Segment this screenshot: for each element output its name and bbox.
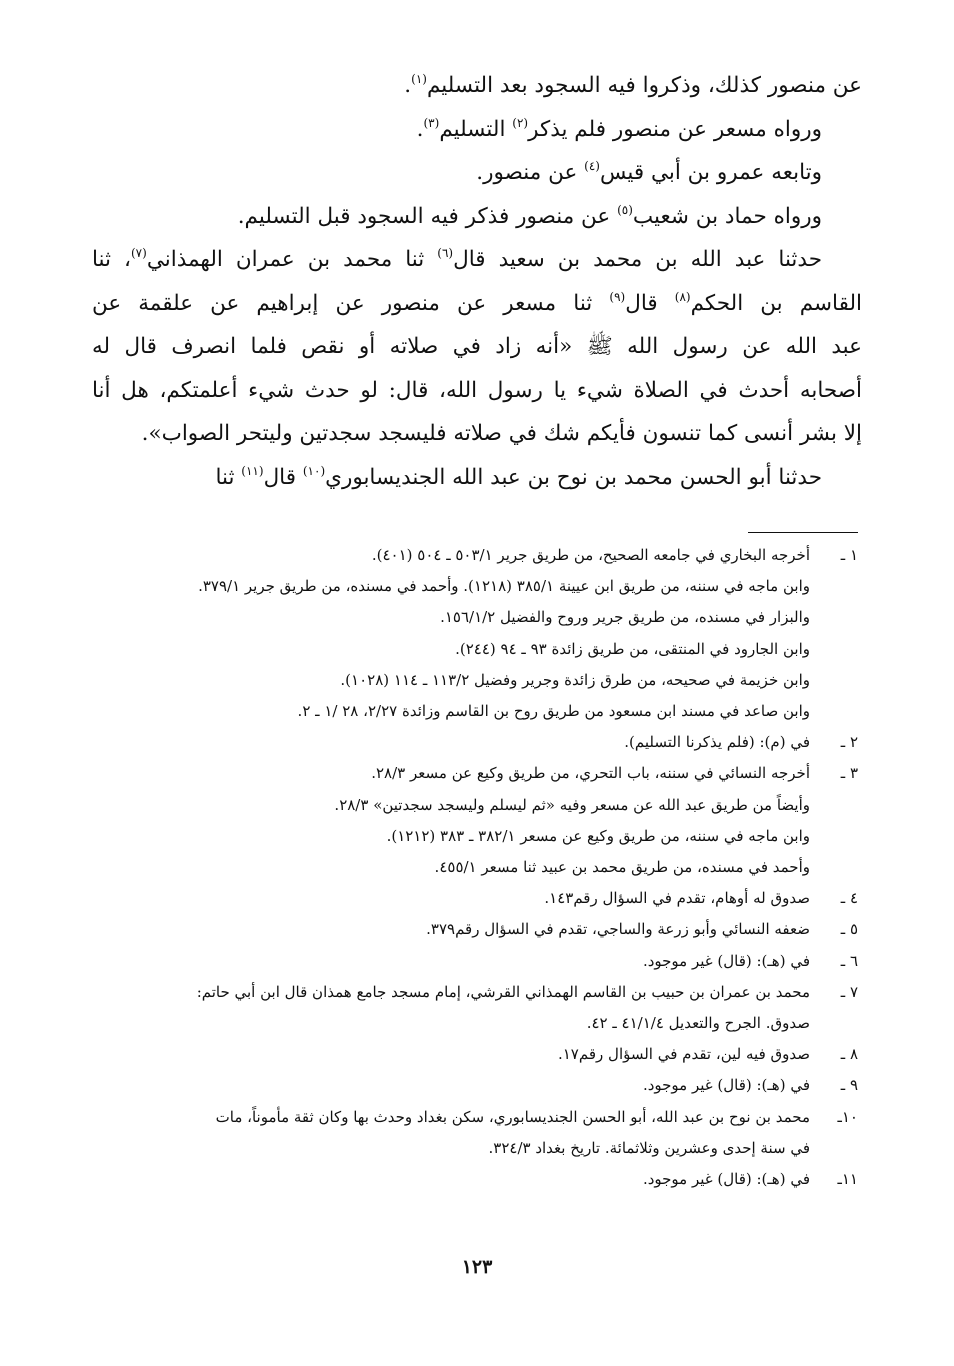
footnote-line bbox=[93, 727, 858, 758]
footnote-ref: (٩) bbox=[609, 289, 626, 304]
footnote-ref: (١) bbox=[411, 72, 427, 86]
footnote-text: في (هـ): (قال) غير موجود. bbox=[642, 1170, 810, 1189]
footnote-text: أخرجه النسائي في سننه، باب التحري، من طريق وكيع عن مسعر ٢٨/٣. bbox=[371, 764, 810, 783]
footnote-ref: (٢) bbox=[512, 115, 529, 130]
footnotes bbox=[93, 540, 858, 1195]
footnote-ref: (١١) bbox=[241, 463, 264, 478]
footnote-line bbox=[93, 634, 858, 665]
footnote-number bbox=[810, 634, 858, 665]
footnote-text: وابن الجارود في المنتقى، من طريق زائدة ٩٣ ـ ٩٤ (٢٤٤). bbox=[455, 639, 810, 658]
footnote-number bbox=[810, 821, 858, 852]
footnote-number: ١ ـ bbox=[840, 546, 858, 564]
footnote-line bbox=[93, 1133, 858, 1164]
footnote-number bbox=[810, 852, 858, 883]
footnote-number: ٩ ـ bbox=[840, 1076, 858, 1095]
footnote-text: في (هـ): (قال) غير موجود. bbox=[642, 951, 810, 970]
footnote-number bbox=[810, 790, 858, 821]
footnote-number bbox=[810, 571, 858, 602]
footnote-line bbox=[93, 1039, 858, 1070]
footnote-number bbox=[810, 696, 858, 727]
footnote-text: صدوق له أوهام، تقدم في السؤال رقم١٤٣. bbox=[544, 889, 810, 908]
footnote-text: وأحمد في مسنده، من طريق محمد بن عبيد ثنا مسعر ٤٥٥/١. bbox=[434, 858, 810, 877]
footnote-text: وأيضاً من طريق عبد الله عن مسعر وفيه «ثم ليسلم وليسجد سجدتين» ٢٨/٣. bbox=[334, 795, 810, 814]
footnote-number: ٢ ـ bbox=[840, 733, 858, 752]
footnote-text: في سنة إحدى وعشرين وثلاثمائة. تاريخ بغداد ٣٢٤/٣. bbox=[488, 1138, 810, 1157]
footnote-line bbox=[93, 758, 858, 789]
body-line: عبد الله عن رسول الله ﷺ «أنه زاد في صلاته أو نقص فلما انصرف قال له bbox=[92, 334, 862, 359]
footnote-line bbox=[93, 821, 858, 852]
footnote-number: ٨ ـ bbox=[840, 1045, 858, 1064]
footnote-line bbox=[93, 946, 858, 977]
footnote-line bbox=[93, 1070, 858, 1101]
footnote-ref: (١٠) bbox=[302, 463, 326, 478]
main-text bbox=[92, 64, 862, 499]
footnote-text: وابن ماجه في سننه، من طريق ابن عيينة ٣٨٥/١ (١٢١٨). وأحمد في مسنده، من طريق جرير ٣٧٩/١. bbox=[198, 577, 810, 596]
footnote-text: وابن صاعد في مسند ابن مسعود من طريق روح بن القاسم وزائدة ٢/٢٧، ٢٨ /١ ـ ٢. bbox=[297, 702, 810, 721]
footnote-line bbox=[93, 790, 858, 821]
footnote-ref: (٦) bbox=[437, 246, 454, 260]
footnote-ref: (٥) bbox=[617, 202, 633, 217]
footnote-text: محمد بن نوح بن عبد الله، أبو الحسن الجنديسابوري، سكن بغداد وحدث بها وكان ثقة مأموناً، مات bbox=[215, 1107, 810, 1126]
body-line: القاسم بن الحكم$^{(٨)}$ قال$^{(٩)}$ ثنا مسعر عن منصور عن إبراهيم عن علقمة عن bbox=[92, 289, 862, 316]
footnote-number: ٤ ـ bbox=[840, 889, 858, 908]
footnote-ref: (٣) bbox=[423, 115, 440, 130]
footnote-line bbox=[93, 1102, 858, 1133]
footnote-line bbox=[93, 665, 858, 696]
footnote-line bbox=[93, 571, 858, 602]
footnote-line bbox=[93, 696, 858, 727]
body-line: عن منصور كذلك، وذكروا فيه السجود بعد التسليم$^{(١)}$. bbox=[404, 72, 862, 98]
footnote-text: ضعفه النسائي وأبو زرعة والساجي، تقدم في السؤال رقم٣٧٩. bbox=[426, 920, 810, 939]
body-line: ورواه مسعر عن منصور فلم يذكر$^{(٢)}$ التسليم$^{(٣)}$. bbox=[416, 115, 822, 142]
footnote-text: وابن ماجه في سننه، من طريق وكيع عن مسعر ٣٨٢/١ ـ ٣٨٣ (١٢١٢). bbox=[386, 826, 810, 845]
body-line: حدثنا أبو الحسن محمد بن نوح بن عبد الله الجنديسابوري$^{(١٠)}$ قال$^{(١١)}$ ثنا bbox=[215, 463, 822, 490]
footnote-number bbox=[810, 602, 858, 633]
footnote-text: أخرجه البخاري في جامعه الصحيح، من طريق جرير ٥٠٣/١ ـ ٥٠٤ (٤٠١). bbox=[371, 546, 810, 564]
footnote-number: ٦ ـ bbox=[840, 951, 858, 970]
body-line: أصحابه أحدث في الصلاة شيء يا رسول الله، قال: لو حدث شيء أعلمتكم، هل أنا bbox=[92, 377, 862, 403]
footnote-number bbox=[810, 665, 858, 696]
footnote-text: صدوق فيه لين، تقدم في السؤال رقم١٧. bbox=[557, 1045, 810, 1064]
footnote-line bbox=[93, 914, 858, 945]
footnote-line bbox=[93, 1164, 858, 1195]
footnote-line bbox=[93, 602, 858, 633]
body-line: إلا بشر أنسى كما تنسون فأيكم شك في صلاته فليسجد سجدتين وليتحر الصواب». bbox=[141, 421, 862, 446]
footnote-number: ٥ ـ bbox=[840, 920, 858, 939]
footnote-separator bbox=[748, 532, 858, 533]
footnote-number: ٧ ـ bbox=[840, 982, 858, 1001]
footnote-text: في (هـ): (قال) غير موجود. bbox=[642, 1076, 810, 1095]
body-line: وتابعه عمرو بن أبي قيس$^{(٤)}$ عن منصور. bbox=[476, 159, 822, 185]
footnote-line bbox=[93, 977, 858, 1008]
footnote-line bbox=[93, 1008, 858, 1039]
footnote-ref: (٨) bbox=[674, 289, 691, 304]
footnote-number bbox=[810, 1008, 858, 1039]
footnote-text: محمد بن عمران بن حبيب بن القاسم الهمذاني القرشي، إمام مسجد جامع همذان قال ابن أبي حاتم: bbox=[196, 982, 810, 1001]
body-line: ورواه حماد بن شعيب$^{(٥)}$ عن منصور فذكر فيه السجود قبل التسليم. bbox=[237, 202, 822, 229]
footnote-text: وابن خزيمة في صحيحه، من طرق زائدة وجرير وفضيل ١١٣/٢ ـ ١١٤ (١٠٢٨). bbox=[340, 670, 810, 689]
footnote-line bbox=[93, 883, 858, 914]
footnote-line bbox=[93, 852, 858, 883]
footnote-number: ١٠ـ bbox=[837, 1107, 858, 1126]
footnote-ref: (٤) bbox=[584, 159, 600, 173]
footnote-line bbox=[93, 540, 858, 571]
page-number: ١٢٣ bbox=[461, 1256, 493, 1278]
footnote-text: والبزار في مسنده، من طريق جرير وروح والفضيل ١٥٦/١/٢. bbox=[440, 608, 810, 627]
footnote-number bbox=[810, 1133, 858, 1164]
footnote-number: ١١ـ bbox=[837, 1170, 858, 1189]
footnote-text: في (م): (فلم يذكرنا التسليم). bbox=[624, 733, 810, 752]
body-line: حدثنا عبد الله بن محمد بن سعيد قال$^{(٦)}$ ثنا محمد بن عمران الهمذاني$^{(٧)}$، ثنا bbox=[92, 246, 822, 272]
footnote-text: صدوق. الجرح والتعديل ٤١/١/٤ ـ ٤٢. bbox=[586, 1014, 810, 1033]
footnote-ref: (٧) bbox=[130, 246, 147, 260]
footnote-number: ٣ ـ bbox=[840, 764, 858, 783]
